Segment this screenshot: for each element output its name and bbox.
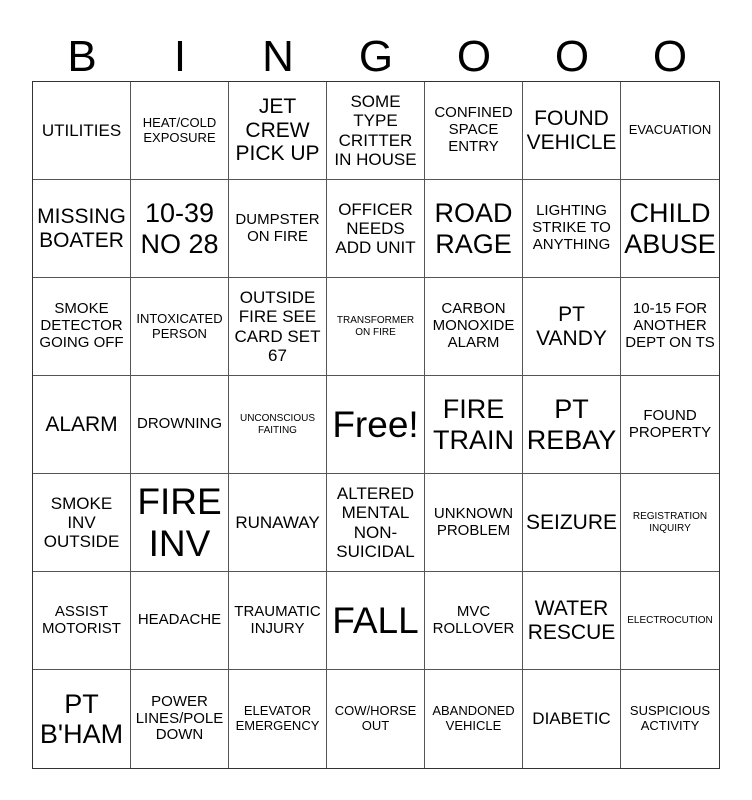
bingo-cell[interactable]	[327, 572, 425, 670]
cell-label: EVACUATION	[628, 122, 712, 138]
cell-label: DUMPSTER ON FIRE	[235, 210, 320, 245]
cell-label: OFFICER NEEDS ADD UNIT	[335, 199, 416, 258]
cell-label: UNKNOWN PROBLEM	[433, 504, 514, 539]
header-letter-o1: O	[456, 32, 492, 81]
cell-label: 10-39 NO 28	[140, 198, 219, 259]
bingo-cell[interactable]	[229, 572, 327, 670]
bingo-cell[interactable]	[33, 474, 131, 572]
bingo-cell[interactable]	[621, 376, 719, 474]
cell-label: OUTSIDE FIRE SEE CARD SET 67	[234, 288, 321, 365]
bingo-cell[interactable]	[425, 670, 523, 768]
bingo-cell[interactable]	[523, 670, 621, 768]
cell-label: POWER LINES/POLE DOWN	[135, 692, 224, 744]
bingo-cell[interactable]	[523, 180, 621, 278]
cell-label: ELECTROCUTION	[627, 614, 713, 626]
cell-label: DIABETIC	[532, 709, 611, 729]
bingo-cell[interactable]	[327, 278, 425, 376]
cell-label: FIRE INV	[137, 480, 222, 564]
cell-label: TRANSFORMER ON FIRE	[336, 315, 415, 338]
cell-label: FOUND PROPERTY	[628, 406, 712, 441]
cell-label: SMOKE INV OUTSIDE	[43, 493, 120, 552]
cell-label: SUSPICIOUS ACTIVITY	[629, 703, 711, 733]
bingo-cell[interactable]	[523, 82, 621, 180]
cell-label: ABANDONED VEHICLE	[432, 703, 515, 733]
cell-label: SEIZURE	[525, 510, 617, 534]
bingo-cell[interactable]	[523, 474, 621, 572]
header-letter-o3: O	[652, 32, 688, 81]
bingo-cell[interactable]	[425, 278, 523, 376]
bingo-header	[33, 32, 719, 82]
bingo-card	[32, 81, 720, 769]
cell-label: WATER RESCUE	[527, 596, 616, 644]
bingo-cell[interactable]	[621, 180, 719, 278]
bingo-cell[interactable]	[621, 670, 719, 768]
bingo-cell[interactable]	[33, 82, 131, 180]
header-letter-g: G	[358, 32, 394, 81]
bingo-cell[interactable]	[229, 180, 327, 278]
bingo-cell[interactable]	[33, 572, 131, 670]
bingo-cell[interactable]	[229, 278, 327, 376]
bingo-cell[interactable]	[327, 670, 425, 768]
cell-label: CARBON MONOXIDE ALARM	[432, 300, 515, 351]
bingo-cell[interactable]	[33, 180, 131, 278]
bingo-cell[interactable]	[131, 180, 229, 278]
bingo-cell[interactable]	[229, 82, 327, 180]
bingo-cell[interactable]	[425, 572, 523, 670]
cell-label: ALTERED MENTAL NON-SUICIDAL	[336, 484, 415, 561]
cell-label: 10-15 FOR ANOTHER DEPT ON TS	[625, 300, 715, 351]
cell-label: JET CREW PICK UP	[235, 94, 320, 166]
header-letter-n: N	[262, 32, 294, 81]
cell-label: PT REBAY	[526, 394, 617, 455]
bingo-cell[interactable]	[621, 278, 719, 376]
bingo-cell[interactable]	[425, 82, 523, 180]
bingo-cell[interactable]	[131, 572, 229, 670]
cell-label: ALARM	[45, 412, 118, 436]
free-space-label: Free!	[332, 403, 419, 445]
cell-label: TRAUMATIC INJURY	[234, 602, 321, 637]
cell-label: CHILD ABUSE	[624, 198, 716, 259]
cell-label: ASSIST MOTORIST	[42, 602, 121, 637]
bingo-cell[interactable]	[327, 180, 425, 278]
cell-label: ROAD RAGE	[434, 198, 513, 259]
bingo-cell[interactable]	[33, 278, 131, 376]
cell-label: FIRE TRAIN	[433, 394, 514, 455]
bingo-cell[interactable]	[523, 376, 621, 474]
bingo-cell[interactable]	[621, 82, 719, 180]
bingo-cell[interactable]	[327, 82, 425, 180]
cell-label: HEADACHE	[137, 611, 222, 629]
cell-label: FOUND VEHICLE	[526, 106, 617, 154]
cell-label: PT VANDY	[536, 302, 607, 350]
bingo-cell[interactable]	[131, 82, 229, 180]
cell-label: DROWNING	[137, 415, 222, 433]
cell-label: UTILITIES	[41, 120, 122, 140]
cell-label: LIGHTING STRIKE TO ANYTHING	[532, 202, 611, 253]
cell-label: MISSING BOATER	[37, 204, 126, 252]
bingo-cell[interactable]	[425, 474, 523, 572]
bingo-cell[interactable]	[131, 474, 229, 572]
cell-label: CONFINED SPACE ENTRY	[434, 104, 513, 155]
bingo-cell[interactable]	[621, 572, 719, 670]
header-letter-i: I	[173, 32, 187, 81]
free-space-cell[interactable]	[327, 376, 425, 474]
bingo-cell[interactable]	[523, 572, 621, 670]
bingo-cell[interactable]	[131, 278, 229, 376]
cell-label: MVC ROLLOVER	[432, 602, 515, 637]
bingo-cell[interactable]	[425, 376, 523, 474]
bingo-cell[interactable]	[229, 376, 327, 474]
bingo-cell[interactable]	[425, 180, 523, 278]
bingo-cell[interactable]	[33, 670, 131, 768]
header-letter-o2: O	[554, 32, 590, 81]
bingo-cell[interactable]	[523, 278, 621, 376]
cell-label: COW/HORSE OUT	[334, 703, 417, 733]
cell-label: REGISTRATION INQUIRY	[632, 511, 708, 534]
cell-label: ELEVATOR EMERGENCY	[235, 703, 320, 733]
bingo-cell[interactable]	[131, 670, 229, 768]
cell-label: SMOKE DETECTOR GOING OFF	[39, 300, 124, 351]
cell-label: SOME TYPE CRITTER IN HOUSE	[334, 92, 417, 169]
cell-label: RUNAWAY	[235, 512, 320, 532]
bingo-cell[interactable]	[621, 474, 719, 572]
cell-label: UNCONSCIOUS FAITING	[239, 413, 315, 436]
cell-label: INTOXICATED PERSON	[136, 310, 223, 341]
cell-label: HEAT/COLD EXPOSURE	[142, 114, 217, 145]
bingo-cell[interactable]	[131, 376, 229, 474]
bingo-cell[interactable]	[327, 474, 425, 572]
cell-label: FALL	[332, 599, 419, 641]
header-letter-b: B	[67, 32, 97, 81]
cell-label: PT B'HAM	[39, 688, 124, 749]
bingo-cell[interactable]	[229, 474, 327, 572]
bingo-cell[interactable]	[33, 376, 131, 474]
bingo-cell[interactable]	[229, 670, 327, 768]
